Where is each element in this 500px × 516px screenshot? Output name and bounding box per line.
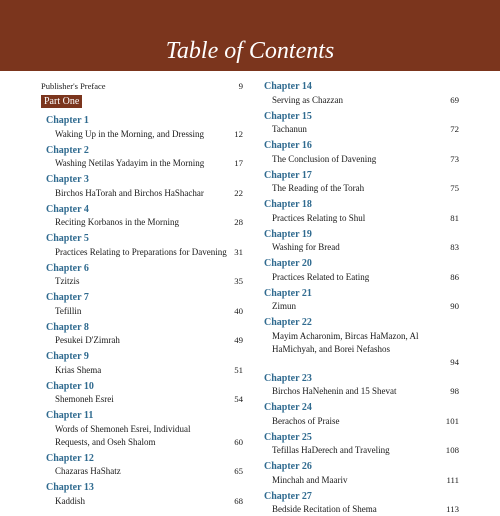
entry-title: Berachos of Praise [272, 415, 340, 426]
chapter-label: Chapter 27 [264, 490, 312, 502]
entry-title: Washing Netilas Yadayim in the Morning [55, 158, 205, 168]
entry-title: Mayim Acharonim, Bircas HaMazon, Al HaMichyah, and Borei Nefashos [272, 330, 419, 354]
entry-page: 72 [450, 124, 459, 134]
entry-title: The Conclusion of Davening [272, 153, 377, 164]
toc-entry[interactable] [264, 241, 459, 254]
toc-entry[interactable] [41, 157, 243, 170]
title-band [0, 0, 500, 71]
toc-entry[interactable] [264, 503, 459, 516]
chapter-label: Chapter 21 [264, 287, 312, 299]
toc-entry[interactable] [264, 153, 459, 166]
toc-entry[interactable] [264, 94, 459, 107]
toc-entry[interactable] [264, 444, 459, 457]
chapter-label: Chapter 23 [264, 372, 312, 384]
toc-entry-preface[interactable] [41, 80, 243, 93]
entry-title: Minchah and Maariv [272, 474, 348, 485]
entry-title: Practices Related to Eating [272, 271, 370, 282]
entry-page: 113 [446, 504, 459, 514]
entry-title: Words of Shemoneh Esrei, Individual Requests, and Oseh Shalom [55, 423, 191, 447]
entry-page: 28 [234, 217, 243, 227]
toc-entry[interactable] [41, 187, 243, 200]
toc-entry[interactable] [264, 330, 459, 369]
toc-entry[interactable] [264, 385, 459, 398]
chapter-label: Chapter 18 [264, 199, 312, 210]
chapter-label: Chapter 4 [46, 203, 89, 215]
chapter-label: Chapter 11 [46, 410, 94, 421]
entry-page: 49 [234, 335, 243, 345]
toc-entry[interactable] [41, 246, 243, 259]
entry-title: Birchos HaNehenin and 15 Shevat [272, 386, 397, 396]
entry-page: 90 [450, 301, 459, 311]
chapter-label: Chapter 25 [264, 431, 312, 443]
toc-entry[interactable] [41, 216, 243, 229]
chapter-label: Chapter 10 [46, 380, 94, 392]
chapter-label: Chapter 15 [264, 110, 312, 122]
chapter-label: Chapter 3 [46, 174, 89, 185]
toc-entry[interactable] [41, 334, 243, 347]
toc-entry[interactable] [41, 393, 243, 406]
entry-title: Waking Up in the Morning, and Dressing [55, 128, 205, 139]
toc-entry[interactable] [264, 212, 459, 225]
toc-entry[interactable] [264, 415, 459, 428]
entry-title: Kaddish [55, 495, 85, 506]
chapter-label: Chapter 14 [264, 81, 312, 92]
entry-title: Reciting Korbanos in the Morning [55, 217, 179, 227]
entry-page: 94 [450, 356, 459, 367]
entry-title: Chazaras HaShatz [55, 466, 121, 476]
entry-title: Publisher's Preface [41, 81, 106, 91]
chapter-label: Chapter 20 [264, 258, 312, 269]
chapter-label: Chapter 22 [264, 317, 312, 328]
entry-title: The Reading of the Torah [272, 183, 365, 193]
entry-title: Bedside Recitation of Shema [272, 504, 377, 514]
entry-page: 111 [446, 474, 459, 485]
entry-page: 101 [445, 415, 459, 426]
entry-page: 81 [450, 212, 459, 223]
toc-entry[interactable] [41, 364, 243, 377]
chapter-label: Chapter 26 [264, 461, 312, 472]
chapter-label: Chapter 5 [46, 233, 89, 244]
entry-title: Washing for Bread [272, 242, 340, 252]
entry-page: 17 [234, 158, 243, 168]
entry-page: 86 [450, 271, 459, 282]
entry-title: Practices Relating to Shul [272, 212, 366, 223]
entry-page: 98 [450, 386, 459, 396]
part-heading [41, 95, 243, 114]
toc-left-column [41, 80, 243, 508]
entry-title: Tzitzis [55, 276, 80, 286]
entry-page: 22 [234, 187, 243, 198]
entry-page: 12 [234, 128, 243, 139]
entry-title: Tefillin [55, 305, 82, 316]
entry-page: 31 [234, 246, 243, 257]
toc-right-column [264, 80, 459, 516]
toc-entry[interactable] [264, 474, 459, 487]
toc-entry[interactable] [41, 495, 243, 508]
entry-title: Practices Relating to Preparations for Davening [55, 246, 227, 257]
page-title: Table of Contents [165, 38, 335, 64]
entry-title: Serving as Chazzan [272, 94, 343, 105]
chapter-label: Chapter 24 [264, 402, 312, 413]
entry-page: 35 [234, 276, 243, 286]
chapter-label: Chapter 7 [46, 292, 89, 303]
entry-title: Birchos HaTorah and Birchos HaShachar [55, 187, 204, 198]
entry-page: 54 [234, 394, 243, 404]
toc-entry[interactable] [264, 300, 459, 313]
entry-title: Tefillas HaDerech and Traveling [272, 445, 390, 455]
chapter-label: Chapter 16 [264, 140, 312, 151]
entry-title: Zimun [272, 301, 296, 311]
entry-title: Shemoneh Esrei [55, 394, 114, 404]
entry-page: 40 [234, 305, 243, 316]
entry-page: 68 [234, 495, 243, 506]
chapter-label: Chapter 17 [264, 169, 312, 181]
toc-entry[interactable] [41, 128, 243, 141]
chapter-label: Chapter 8 [46, 321, 89, 333]
chapter-label: Chapter 1 [46, 115, 89, 126]
entry-page: 69 [450, 94, 459, 105]
entry-page: 60 [234, 436, 243, 447]
part-badge: Part One [41, 95, 82, 108]
entry-page: 73 [450, 153, 459, 164]
chapter-label: Chapter 19 [264, 228, 312, 240]
entry-title: Tachanun [272, 124, 307, 134]
entry-page: 9 [238, 81, 243, 91]
toc-entry[interactable] [41, 275, 243, 288]
chapter-label: Chapter 13 [46, 482, 94, 493]
entry-title: Krias Shema [55, 364, 102, 375]
entry-page: 51 [234, 364, 243, 375]
toc-entry[interactable] [41, 465, 243, 478]
chapter-label: Chapter 9 [46, 351, 89, 362]
toc-entry[interactable] [264, 182, 459, 195]
entry-page: 75 [450, 183, 459, 193]
entry-page: 108 [445, 445, 459, 455]
entry-page: 65 [234, 466, 243, 476]
entry-page: 83 [450, 242, 459, 252]
toc-entry[interactable] [264, 271, 459, 284]
toc-entry[interactable] [41, 423, 243, 449]
toc-entry[interactable] [264, 123, 459, 136]
toc-entry[interactable] [41, 305, 243, 318]
chapter-label: Chapter 2 [46, 144, 89, 156]
chapter-label: Chapter 12 [46, 452, 94, 464]
entry-title: Pesukei D'Zimrah [55, 335, 120, 345]
chapter-label: Chapter 6 [46, 262, 89, 274]
